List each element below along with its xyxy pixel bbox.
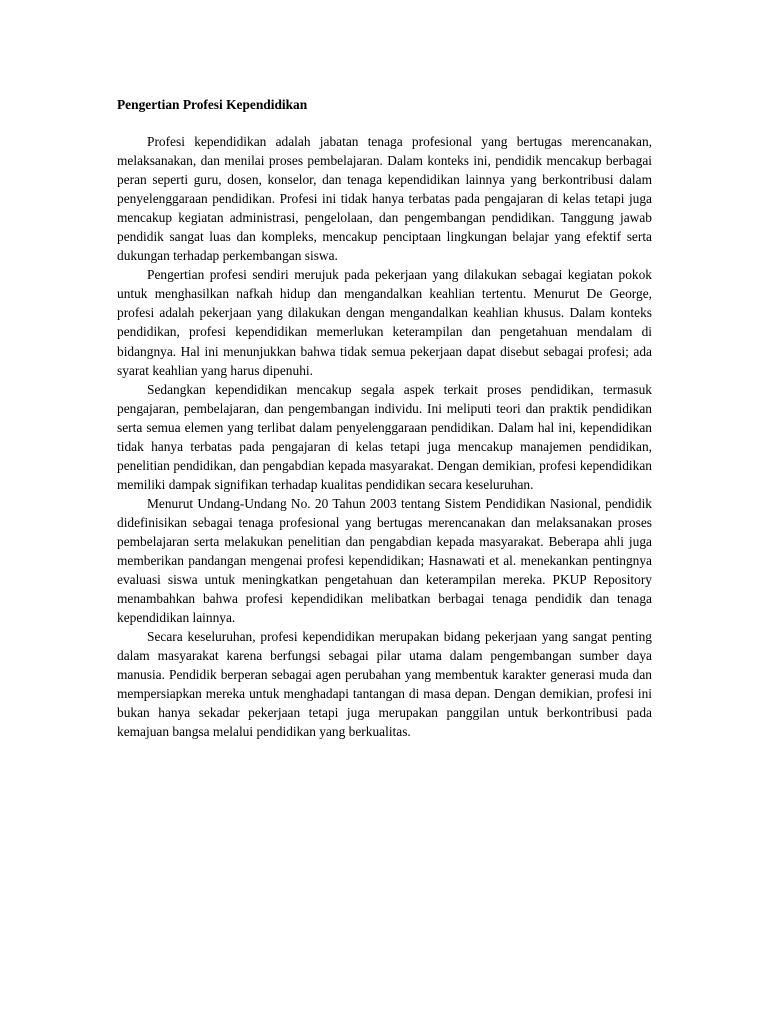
paragraph: Menurut Undang-Undang No. 20 Tahun 2003 tentang Sistem Pendidikan Nasional, pendidik didefinisikan sebagai tenaga profesional yang bertugas merencanakan dan melaksanakan proses pembelajaran serta melakukan penelitian dan pengabdian kepada masyarakat. Beberapa ahli juga memberikan pandangan mengenai profesi kependidikan; Hasnawati et al. menekankan pentingnya evaluasi siswa untuk meningkatkan pengetahuan dan keterampilan mereka. PKUP Repository menambahkan bahwa profesi kependidikan melibatkan berbagai tenaga pendidik dan tenaga kependidikan lainnya. [117, 495, 652, 626]
document-title: Pengertian Profesi Kependidikan [117, 97, 308, 112]
paragraph: Secara keseluruhan, profesi kependidikan merupakan bidang pekerjaan yang sangat penting dalam masyarakat karena berfungsi sebagai pilar utama dalam pengembangan sumber daya manusia. Pendidik berperan sebagai agen perubahan yang membentuk karakter generasi muda dan mempersiapkan mereka untuk menghadapi tantangan di masa depan. Dengan demikian, profesi ini bukan hanya sekadar pekerjaan tetapi juga merupakan panggilan untuk berkontribusi pada kemajuan bangsa melalui pendidikan yang berkualitas. [117, 629, 652, 740]
paragraph: Sedangkan kependidikan mencakup segala aspek terkait proses pendidikan, termasuk pengajaran, pembelajaran, dan pengembangan individu. Ini meliputi teori dan praktik pendidikan serta semua elemen yang terlibat dalam penyelenggaraan pendidikan. Dalam hal ini, kependidikan tidak hanya terbatas pada pengajaran di kelas tetapi juga mencakup manajemen pendidikan, penelitian pendidikan, dan pengabdian kepada masyarakat. Dengan demikian, profesi kependidikan memiliki dampak signifikan terhadap kualitas pendidikan secara keseluruhan. [117, 381, 652, 492]
document-body [117, 132, 652, 742]
paragraph: Pengertian profesi sendiri merujuk pada pekerjaan yang dilakukan sebagai kegiatan pokok untuk menghasilkan nafkah hidup dan mengandalkan keahlian tertentu. Menurut De George, profesi adalah pekerjaan yang dilakukan dengan mengandalkan keahlian khusus. Dalam konteks pendidikan, profesi kependidikan memerlukan keterampilan dan pengetahuan mendalam di bidangnya. Hal ini menunjukkan bahwa tidak semua pekerjaan dapat disebut sebagai profesi; ada syarat keahlian yang harus dipenuhi. [117, 267, 652, 378]
paragraph: Profesi kependidikan adalah jabatan tenaga profesional yang bertugas merencanakan, melaksanakan, dan menilai proses pembelajaran. Dalam konteks ini, pendidik mencakup berbagai peran seperti guru, dosen, konselor, dan tenaga kependidikan lainnya yang berkontribusi dalam penyelenggaraan pendidikan. Profesi ini tidak hanya terbatas pada pengajaran di kelas tetapi juga mencakup kegiatan administrasi, pengelolaan, dan pengembangan pendidikan. Tanggung jawab pendidik sangat luas dan kompleks, mencakup penciptaan lingkungan belajar yang efektif serta dukungan terhadap perkembangan siswa. [117, 134, 652, 264]
